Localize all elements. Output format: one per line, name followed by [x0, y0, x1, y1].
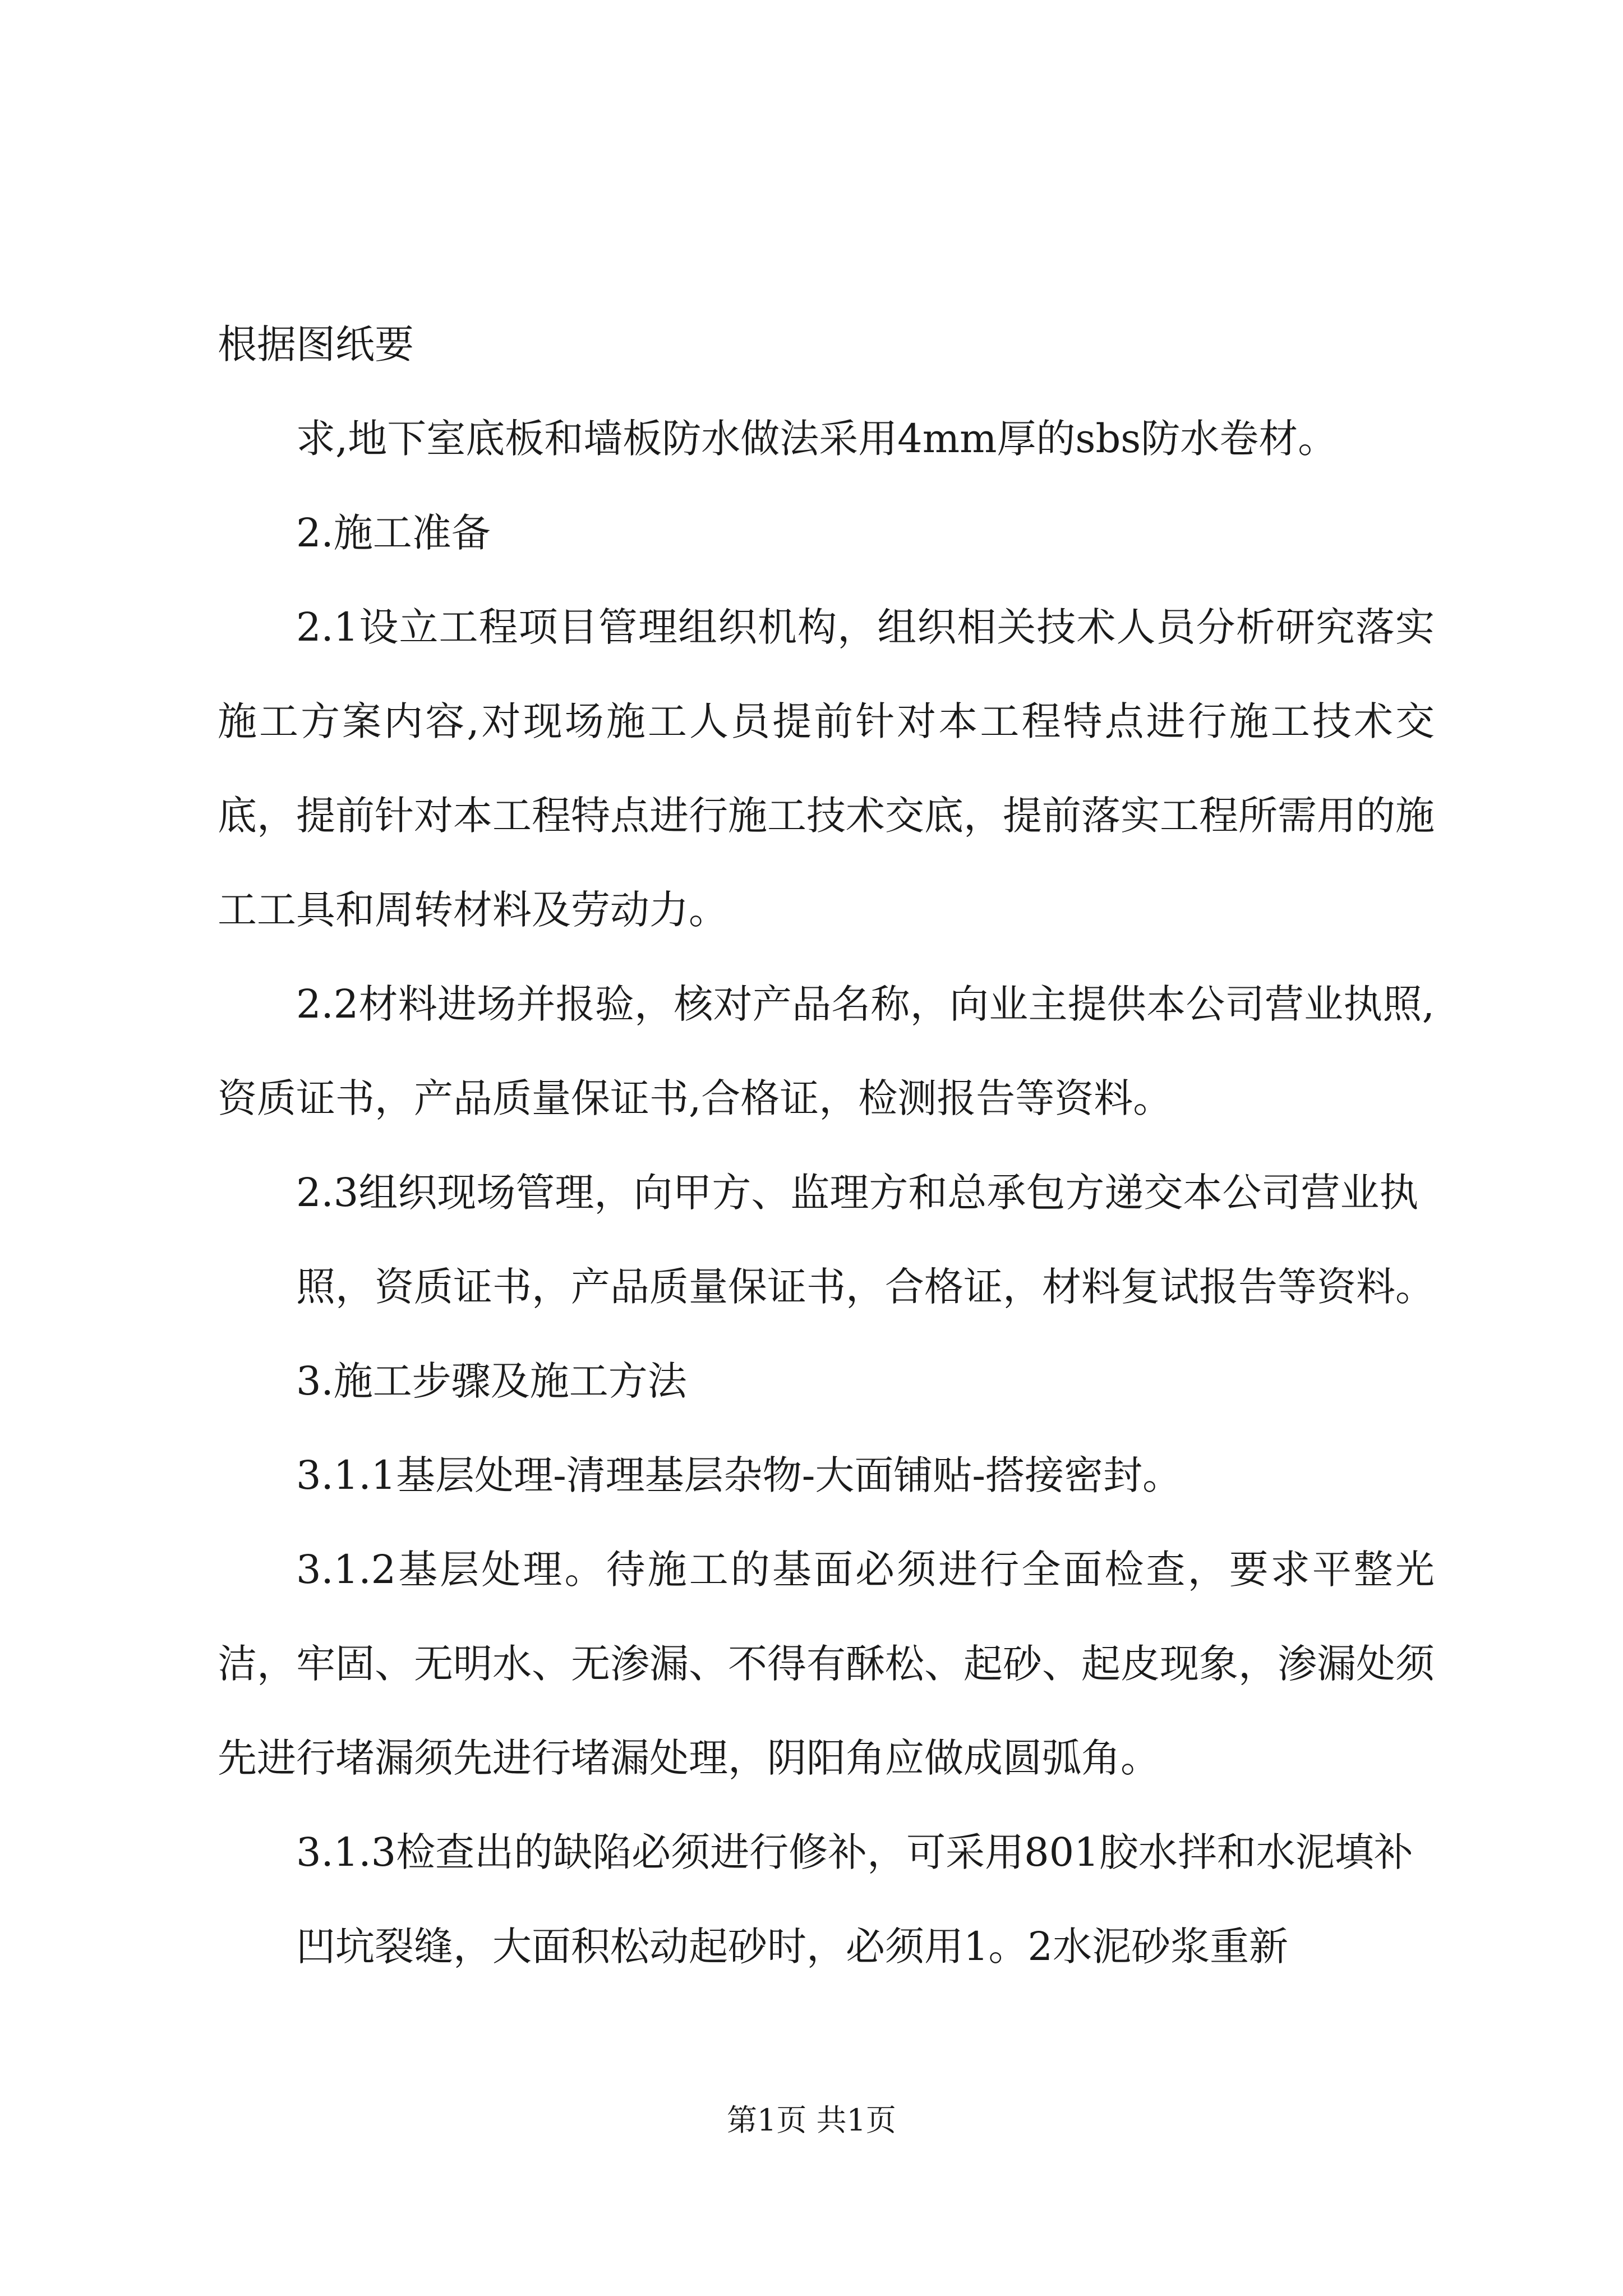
paragraph-3-1-1: 3.1.1基层处理-清理基层杂物-大面铺贴-搭接密封。	[296, 1452, 1182, 1498]
page-footer: 第1页 共1页	[727, 2102, 896, 2138]
section-heading-2: 2.施工准备	[296, 510, 491, 556]
section-heading-3: 3.施工步骤及施工方法	[296, 1358, 687, 1404]
paragraph-2: 求,地下室底板和墙板防水做法采用4mm厚的sbs防水卷材。	[296, 416, 1338, 462]
paragraph-3-1-2: 3.1.2基层处理。待施工的基面必须进行全面检查，要求平整光洁，牢固、无明水、无渗漏、不得有酥松、起砂、起皮现象，渗漏处须先进行堵漏须先进行堵漏处理，阴阳角应做成圆弧角。	[218, 1547, 1435, 1781]
paragraph-3-1-3: 3.1.3检查出的缺陷必须进行修补，可采用801胶水拌和水泥填补	[296, 1829, 1413, 1875]
paragraph-2-2: 2.2材料进场并报验，核对产品名称，向业主提供本公司营业执照,资质证书，产品质量保证书,合格证，检测报告等资料。	[218, 981, 1435, 1121]
paragraph-2-3: 2.3组织现场管理，向甲方、监理方和总承包方递交本公司营业执	[296, 1170, 1419, 1216]
document-body	[218, 297, 1435, 1994]
paragraph-1: 根据图纸要	[218, 321, 414, 367]
paragraph-3-1-3-continued: 凹坑裂缝，大面积松动起砂时，必须用1。2水泥砂浆重新	[296, 1924, 1289, 1970]
paragraph-2-3-continued: 照，资质证书，产品质量保证书，合格证，材料复试报告等资料。	[296, 1264, 1435, 1310]
paragraph-2-1: 2.1设立工程项目管理组织机构，组织相关技术人员分析研究落实施工方案内容,对现场施工人员提前针对本工程特点进行施工技术交底，提前针对本工程特点进行施工技术交底，提前落实工程所需用的施工工具和周转材料及劳动力。	[218, 604, 1435, 933]
